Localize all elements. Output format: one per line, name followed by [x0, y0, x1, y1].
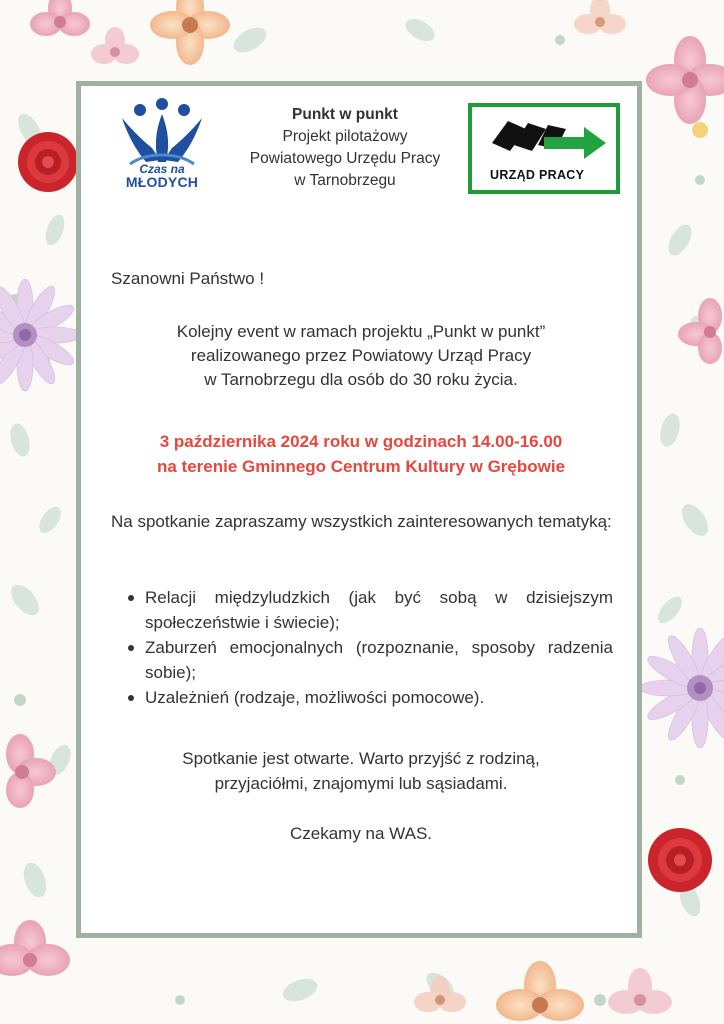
event-location: na terenie Gminnego Centrum Kultury w Grębowie [156, 457, 566, 476]
invite-paragraph: Na spotkanie zapraszamy wszystkich zainteresowanych tematyką: [111, 512, 612, 531]
intro-line3: w Tarnobrzegu dla osób do 30 roku życia. [204, 370, 518, 389]
open-line1: Spotkanie jest otwarte. Warto przyjść z rodziną, [182, 749, 540, 768]
list-item: Zaburzeń emocjonalnych (rozpoznanie, sposoby radzenia sobie); [111, 635, 613, 685]
intro-line1: Kolejny event w ramach projektu „Punkt w punkt” [176, 322, 546, 341]
urzad-pracy-logo [468, 103, 620, 194]
project-title: Punkt w punkt [292, 106, 398, 123]
list-item: Uzależnień (rodzaje, możliwości pomocowe). [111, 685, 613, 710]
header-line4: w Tarnobrzegu [294, 172, 396, 189]
intro-line2: realizowanego przez Powiatowy Urząd Pracy [190, 346, 532, 365]
urzad-pracy-arrow-icon [486, 117, 612, 163]
czas-na-mlodych-logo [102, 90, 222, 210]
open-line2: przyjaciółmi, znajomymi lub sąsiadami. [214, 774, 508, 793]
logo-line1: Czas na [139, 162, 185, 176]
greeting: Szanowni Państwo ! [111, 269, 265, 288]
header-line3: Powiatowego Urzędu Pracy [249, 150, 441, 167]
header-line2: Projekt pilotażowy [282, 128, 408, 145]
closing-line: Czekamy na WAS. [289, 824, 433, 843]
figures-logo-icon [102, 90, 222, 210]
logo-line2: MŁODYCH [125, 174, 199, 190]
urzad-pracy-label: URZĄD PRACY [490, 168, 585, 182]
event-date-time: 3 października 2024 roku w godzinach 14.00-16.00 [159, 432, 563, 451]
intro-paragraph [104, 320, 618, 392]
open-meeting-note [104, 746, 618, 796]
header-block [225, 104, 465, 192]
list-item: Relacji międzyludzkich (jak być sobą w dzisiejszym społeczeństwie i świecie); [111, 585, 613, 635]
event-details [104, 429, 618, 479]
topics-list [111, 585, 613, 710]
czas-na-mlodych-logo-text [124, 163, 200, 189]
